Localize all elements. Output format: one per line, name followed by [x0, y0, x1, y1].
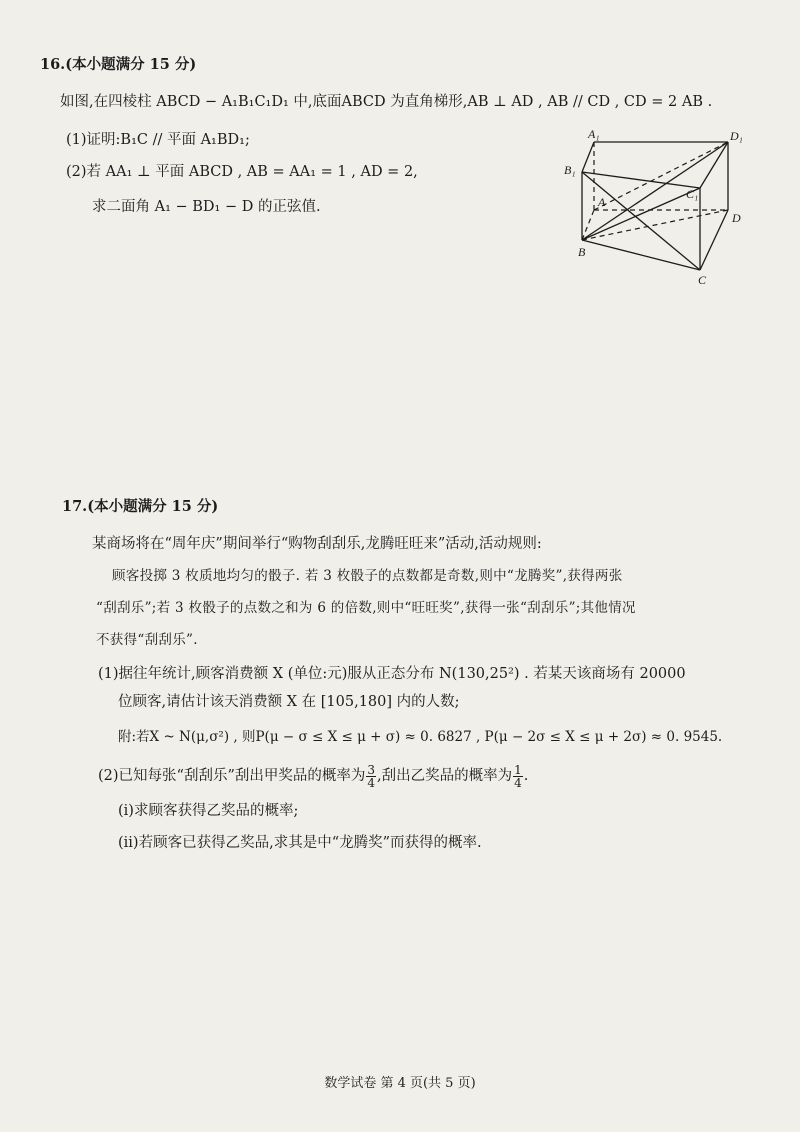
- page-footer: 数学试卷 第 4 页(共 5 页): [324, 1076, 476, 1091]
- q17-intro: 某商场将在“周年庆”期间举行“购物刮刮乐,龙腾旺旺来”活动,活动规则:: [92, 536, 542, 552]
- frac2-denominator: 4: [514, 775, 522, 790]
- q17-rule-line1: 顾客投掷 3 枚质地均匀的骰子. 若 3 枚骰子的点数都是奇数,则中“龙腾奖”,获得两张: [112, 568, 623, 584]
- q16-stem: 如图,在四棱柱 ABCD − A₁B₁C₁D₁ 中,底面ABCD 为直角梯形,AB ⊥ AD , AB // CD , CD = 2 AB .: [60, 94, 713, 110]
- q17-rule-line3: 不获得“刮刮乐”.: [96, 632, 198, 648]
- q16-part2-continued: 求二面角 A₁ − BD₁ − D 的正弦值.: [92, 199, 321, 215]
- q17-sub-i: (i)求顾客获得乙奖品的概率;: [118, 803, 299, 819]
- fraction-one-quarter: [513, 764, 523, 789]
- label-B1: B₁: [564, 163, 576, 177]
- q17-appendix: 附:若X ~ N(μ,σ²) , 则P(μ − σ ≤ X ≤ μ + σ) ≈ 0. 6827 , P(μ − 2σ ≤ X ≤ μ + 2σ) ≈ 0. 9545.: [118, 729, 723, 745]
- frac1-denominator: 4: [367, 775, 376, 790]
- q17-rule-line2: “刮刮乐”;若 3 枚骰子的点数之和为 6 的倍数,则中“旺旺奖”,获得一张“刮刮乐”;其他情况: [96, 600, 636, 616]
- q17-part2-prefix: (2)已知每张“刮刮乐”刮出甲奖品的概率为: [98, 768, 366, 784]
- label-C1: C₁: [686, 187, 699, 201]
- q16-part1: (1)证明:B₁C // 平面 A₁BD₁;: [66, 132, 250, 148]
- fraction-three-quarters: [366, 764, 376, 789]
- label-A1: A₁: [588, 128, 600, 141]
- q16-header: 16.(本小题满分 15 分): [40, 56, 197, 73]
- label-D1: D₁: [730, 129, 743, 143]
- q17-part2: [98, 756, 528, 796]
- label-D: D: [732, 211, 741, 225]
- q16-part2: (2)若 AA₁ ⊥ 平面 ABCD , AB = AA₁ = 1 , AD = 2,: [66, 164, 418, 180]
- q17-part1-line2: 位顾客,请估计该天消费额 X 在 [105,180] 内的人数;: [118, 694, 460, 710]
- q17-part2-end: .: [523, 768, 529, 784]
- frac1-numerator: 3: [367, 762, 376, 777]
- label-C: C: [698, 273, 707, 287]
- frac2-numerator: 1: [514, 762, 522, 777]
- label-B: B: [578, 245, 586, 259]
- prism-figure: [560, 128, 750, 288]
- q17-header: 17.(本小题满分 15 分): [62, 498, 219, 515]
- q17-sub-ii: (ii)若顾客已获得乙奖品,求其是中“龙腾奖”而获得的概率.: [118, 835, 482, 851]
- q17-part2-mid: ,刮出乙奖品的概率为: [377, 768, 513, 784]
- label-A: A: [598, 195, 606, 209]
- q17-part1-line1: (1)据往年统计,顾客消费额 X (单位:元)服从正态分布 N(130,25²) . 若某天该商场有 20000: [98, 666, 686, 682]
